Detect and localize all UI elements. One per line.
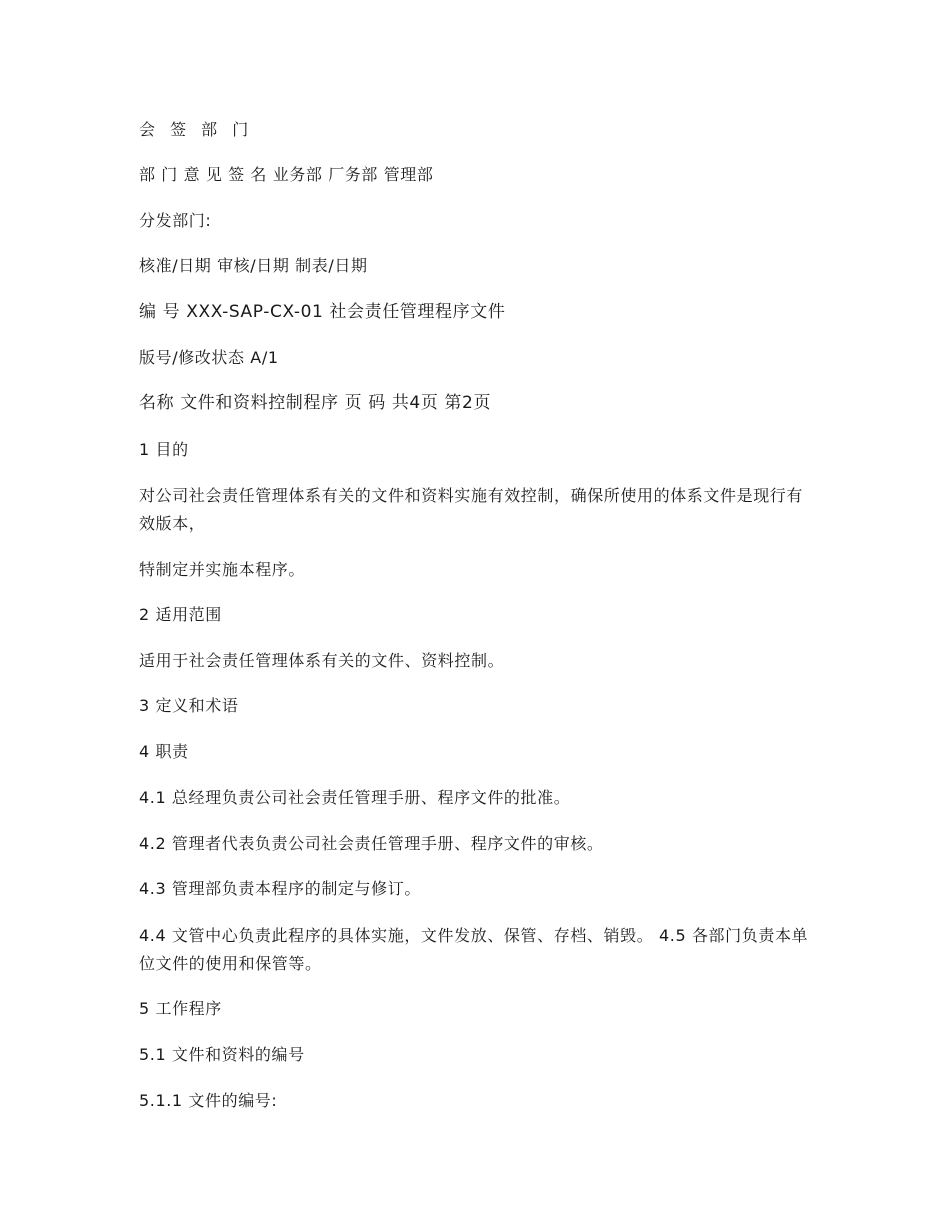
document-number-line: 编 号 XXX-SAP-CX-01 社会责任管理程序文件 [139, 302, 506, 322]
section-heading-scope: 2 适用范围 [139, 605, 222, 624]
dept-opinion-signature-line: 部 门 意 见 签 名 业务部 厂务部 管理部 [139, 165, 434, 184]
purpose-paragraph-continued: 特制定并实施本程序。 [139, 560, 306, 579]
subsection-heading-5-1: 5.1 文件和资料的编号 [139, 1045, 305, 1064]
section-heading-definitions: 3 定义和术语 [139, 696, 239, 715]
section-heading-responsibilities: 4 职责 [139, 742, 189, 761]
responsibility-item-4-2: 4.2 管理者代表负责公司社会责任管理手册、程序文件的审核。 [139, 834, 604, 853]
subsection-heading-5-1-1: 5.1.1 文件的编号: [139, 1091, 278, 1110]
distribution-dept-line: 分发部门: [139, 211, 212, 230]
responsibility-item-4-1: 4.1 总经理负责公司社会责任管理手册、程序文件的批准。 [139, 788, 571, 807]
section-heading-procedure: 5 工作程序 [139, 999, 222, 1018]
purpose-paragraph: 对公司社会责任管理体系有关的文件和资料实施有效控制，确保所使用的体系文件是现行有效版本， [139, 486, 804, 533]
countersign-dept-heading: 会 签 部 门 [139, 120, 254, 139]
section-heading-purpose: 1 目的 [139, 440, 189, 459]
responsibility-item-4-4-4-5: 4.4 文管中心负责此程序的具体实施，文件发放、保管、存档、销毁。 4.5 各部门负责本单位文件的使用和保管等。 [139, 926, 809, 973]
approval-date-line: 核准/日期 审核/日期 制表/日期 [139, 256, 368, 275]
document-name-page-line: 名称 文件和资料控制程序 页 码 共4页 第2页 [139, 393, 492, 413]
scope-paragraph: 适用于社会责任管理体系有关的文件、资料控制。 [139, 651, 505, 670]
responsibility-item-4-3: 4.3 管理部负责本程序的制定与修订。 [139, 879, 421, 898]
version-status-line: 版号/修改状态 A/1 [139, 348, 279, 367]
